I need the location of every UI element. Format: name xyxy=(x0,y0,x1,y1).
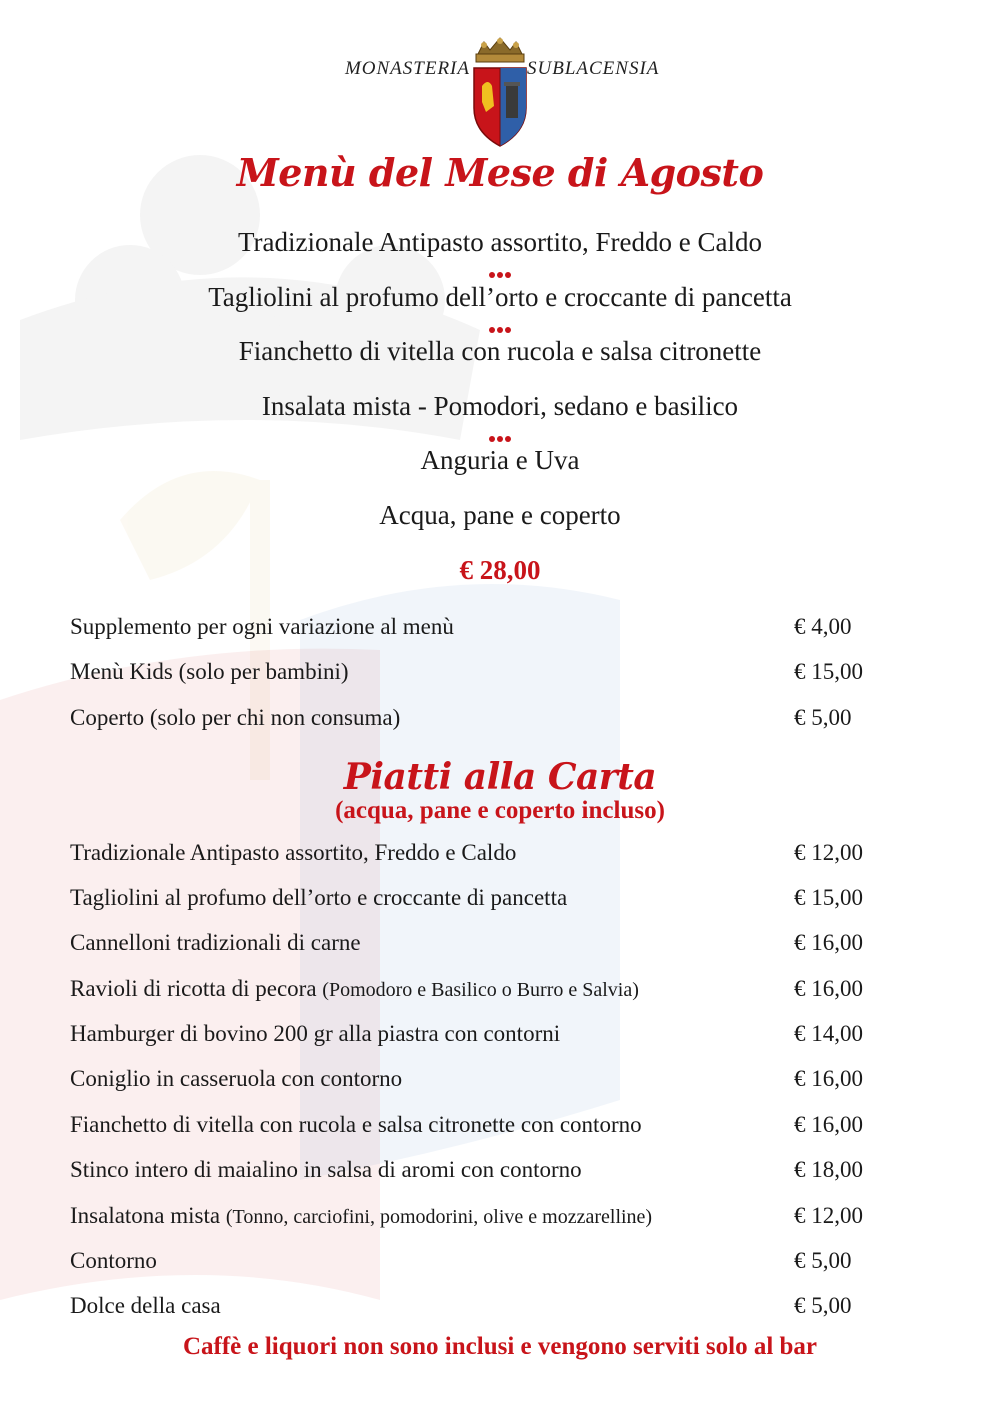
extra-price: € 5,00 xyxy=(794,705,852,730)
set-menu-course: Anguria e Uva xyxy=(420,445,580,475)
set-menu-course: Tagliolini al profumo dell’orto e croccante di pancetta xyxy=(208,282,792,312)
menu-item-name: Cannelloni tradizionali di carne xyxy=(70,930,361,955)
set-menu-price: € 28,00 xyxy=(459,555,541,585)
footer-notice: Caffè e liquori non sono inclusi e vengono serviti solo al bar xyxy=(182,1333,818,1360)
menu-item-note: (Tonno, carciofini, pomodorini, olive e mozzarelline) xyxy=(225,1206,653,1228)
menu-item-price: € 16,00 xyxy=(794,930,863,955)
menu-item-name: Coniglio in casseruola con contorno xyxy=(70,1066,403,1091)
menu-item-price: € 5,00 xyxy=(794,1293,852,1318)
menu-item-price: € 16,00 xyxy=(794,1066,863,1091)
menu-item-name: Ravioli di ricotta di pecora (Pomodoro e Basilico o Burro e Salvia) xyxy=(70,976,639,1001)
a-la-carte-subtitle: (acqua, pane e coperto incluso) xyxy=(335,797,665,824)
menu-item-price: € 12,00 xyxy=(794,840,863,865)
set-menu-course: Fianchetto di vitella con rucola e salsa citronette xyxy=(238,336,762,366)
menu-item-price: € 16,00 xyxy=(794,976,863,1001)
menu-item-price: € 14,00 xyxy=(794,1021,863,1046)
extra-name: Coperto (solo per chi non consuma) xyxy=(70,705,401,730)
set-menu-title: Menù del Mese di Agosto xyxy=(236,150,764,195)
menu-item-price: € 16,00 xyxy=(794,1112,863,1137)
menu-item-name: Insalatona mista (Tonno, carciofini, pomodorini, olive e mozzarelline) xyxy=(70,1203,653,1228)
extra-name: Menù Kids (solo per bambini) xyxy=(70,659,349,684)
extra-price: € 4,00 xyxy=(794,614,852,639)
brand-name-left: MONASTERIA xyxy=(344,58,470,79)
menu-item-name: Stinco intero di maialino in salsa di aromi con contorno xyxy=(70,1157,582,1182)
menu-item-name: Tradizionale Antipasto assortito, Freddo e Caldo xyxy=(70,840,517,865)
a-la-carte-title: Piatti alla Carta xyxy=(343,756,657,798)
brand-name-right: SUBLACENSIA xyxy=(527,58,660,79)
menu-item-price: € 18,00 xyxy=(794,1157,863,1182)
set-menu-course: Acqua, pane e coperto xyxy=(379,500,621,530)
extra-price: € 15,00 xyxy=(794,659,863,684)
menu-item-price: € 12,00 xyxy=(794,1203,863,1228)
crest-logo xyxy=(470,36,530,148)
brand-header xyxy=(0,36,1000,151)
menu-item-note: (Pomodoro e Basilico o Burro e Salvia) xyxy=(322,979,639,1001)
set-menu-course: Insalata mista - Pomodori, sedano e basilico xyxy=(261,391,739,421)
course-separator xyxy=(0,265,1000,283)
menu-item-price: € 5,00 xyxy=(794,1248,852,1273)
menu-item-name: Dolce della casa xyxy=(70,1293,221,1318)
menu-item-name: Fianchetto di vitella con rucola e salsa citronette con contorno xyxy=(70,1112,642,1137)
menu-item-name: Contorno xyxy=(70,1248,157,1273)
menu-item-name: Hamburger di bovino 200 gr alla piastra con contorni xyxy=(70,1021,561,1046)
set-menu-course: Tradizionale Antipasto assortito, Freddo e Caldo xyxy=(238,227,762,257)
menu-item-price: € 15,00 xyxy=(794,885,863,910)
extra-name: Supplemento per ogni variazione al menù xyxy=(70,614,454,639)
menu-item-name: Tagliolini al profumo dell’orto e croccante di pancetta xyxy=(70,885,568,910)
